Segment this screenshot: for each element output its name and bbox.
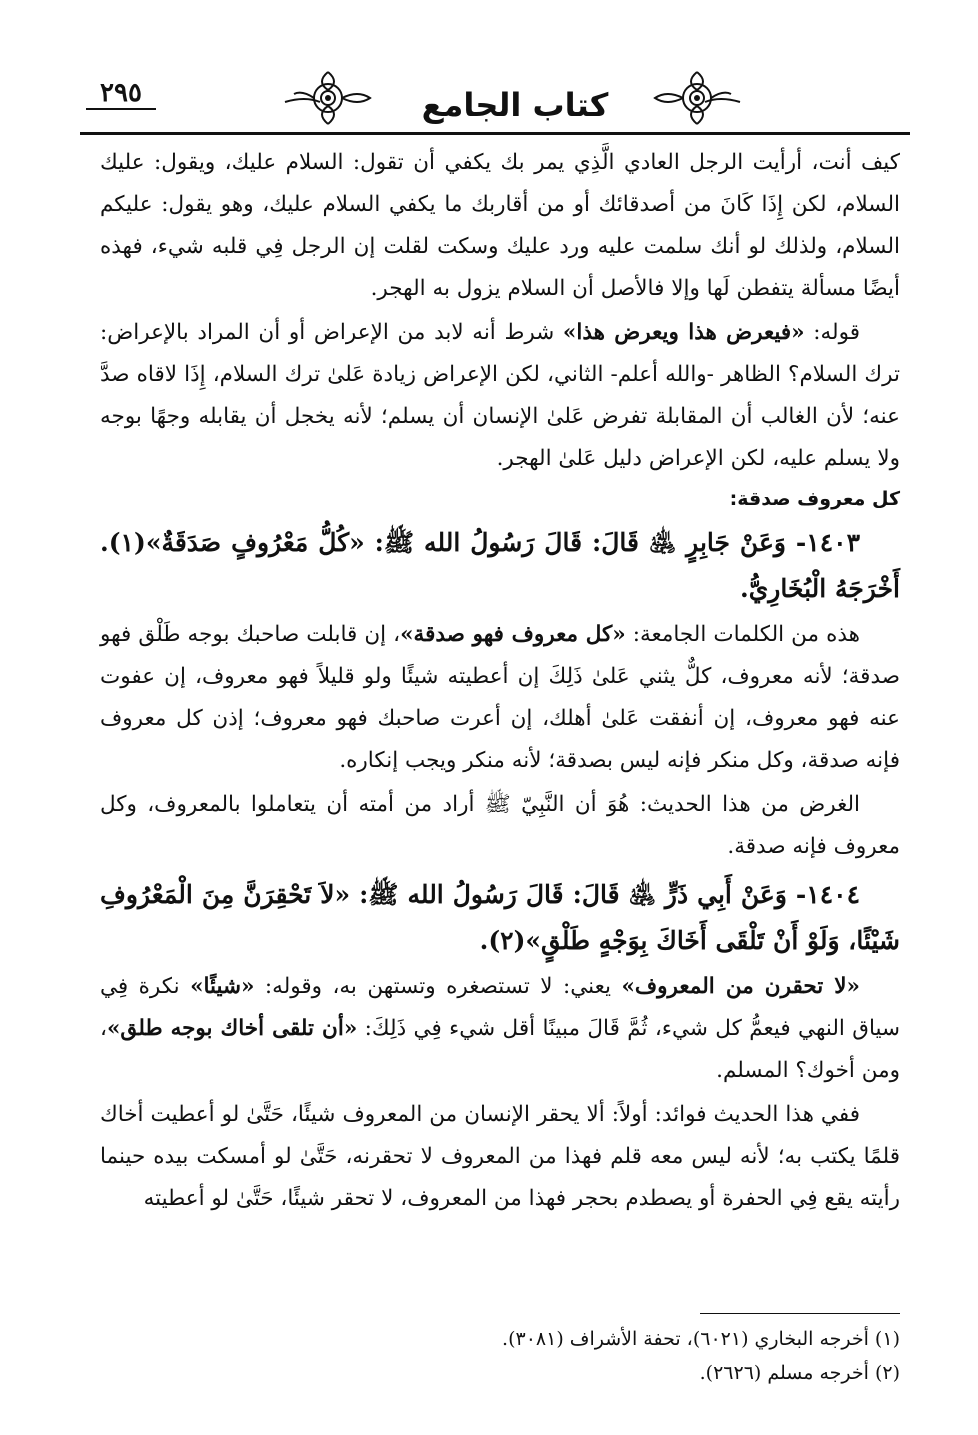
paragraph-1: كيف أنت، أرأيت الرجل العادي الَّذِي يمر بك يكفي أن تقول: السلام عليك، ويقول: عليك السلام، لكن إِذَا كَانَ من أصدقائك أو من أقاربك ما يكفي السلام عليك، وهو يقول: عليكم السلام، ولذلك لو أنك سلمت عليه ورد عليك وسكت لقلت إن الرجل فِي قلبه شيء، فهذه أيضًا مسألة يتفطن لَها وإلا فالأصل أن السلام يزول به الهجر. — [100, 150, 900, 301]
page-header — [80, 68, 910, 138]
ornament-right-icon — [650, 68, 745, 128]
hadith-1403: ١٤٠٣- وَعَنْ جَابِرٍ ﵁ قَالَ: قَالَ رَسُولُ الله ﷺ: «كُلُّ مَعْرُوفٍ صَدَقَةٌ»(١). أَخْرَجَهُ الْبُخَارِيُّ. — [100, 528, 900, 603]
paragraph-3-lead: هذه من الكلمات الجامعة: — [625, 622, 860, 647]
quoted-phrase: «كل معروف فهو صدقة» — [400, 622, 626, 647]
quoted-phrase: «فيعرض هذا ويعرض هذا» — [562, 320, 805, 345]
quoted-phrase: «شيئًا» — [190, 974, 255, 999]
section-heading: كل معروف صدقة: — [729, 488, 900, 510]
paragraph-2-lead: قوله: — [804, 320, 860, 345]
footnote-2: (٢) أخرجه مسلم (٢٦٢٦). — [699, 1362, 900, 1384]
paragraph-6: ففي هذا الحديث فوائد: أولاً: ألا يحقر الإنسان من المعروف شيئًا، حَتَّىٰ لو أعطيت أخاك قلمًا يكتب به؛ لأنه ليس معه قلم فهذا من المعروف لا تحقرنه، حَتَّىٰ لو أمسكت بيده حينما رأيته يقع فِي الحفرة أو يصطدم بحجر فهذا من المعروف، لا تحقر شيئًا، حَتَّىٰ لو أعطيته — [100, 1102, 900, 1211]
quoted-phrase: «أن تلقى أخاك بوجه طلق» — [106, 1016, 358, 1041]
footnotes — [100, 1322, 900, 1390]
page-body — [100, 142, 900, 1222]
header-rule — [80, 132, 910, 135]
paragraph-2 — [100, 312, 900, 480]
paragraph-5-text-a: يعني: لا تستصغره وتستهن به، وقوله: — [254, 974, 622, 999]
paragraph-2-text: شرط أنه لابد من الإعراض أو أن المراد بالإعراض: ترك السلام؟ الظاهر -والله أعلم- الثاني، لكن الإعراض زيادة عَلىٰ ترك السلام، إِذَا لاقاه صدَّ عنه؛ لأن الغالب أن المقابلة تفرض عَلىٰ الإنسان أن يسلم؛ لأنه يخجل أن يقابله وجهًا بوجه ولا يسلم عليه، لكن الإعراض دليل عَلىٰ الهجر. — [100, 320, 900, 471]
ornament-left-icon — [280, 68, 375, 128]
footnote-rule — [700, 1313, 900, 1314]
quoted-phrase: «لا تحقرن من المعروف» — [621, 974, 860, 999]
paragraph-5-text-b: نكرة فِي سياق النهي فيعمُّ كل شيء، ثُمَّ قَالَ مبينًا أقل شيء فِي ذَلِكَ: — [100, 974, 900, 1041]
paragraph-3 — [100, 614, 900, 782]
paragraph-4: الغرض من هذا الحديث: هُوَ أن النَّبِيّ ﷺ أراد من أمته أن يتعاملوا بالمعروف، وكل معروف فإنه صدقة. — [100, 792, 900, 859]
book-title: كتاب الجامع — [421, 86, 609, 124]
page-number: ٢٩٥ — [86, 78, 156, 110]
paragraph-5-text-c: ، ومن أخوك؟ المسلم. — [100, 1016, 900, 1083]
paragraph-5 — [100, 966, 900, 1092]
footnote-1: (١) أخرجه البخاري (٦٠٢١)، تحفة الأشراف (٣٠٨١). — [502, 1328, 900, 1350]
paragraph-3-text: ، إن قابلت صاحبك بوجه طَلْق فهو صدقة؛ لأنه معروف، كلٌّ يثني عَلىٰ ذَلِكَ إن أعطيته شيئًا ولو قليلاً فهو معروف، إن عفوت عنه فهو معروف، إن أنفقت عَلىٰ أهلك، إن أعرت صاحبك فهو معروف؛ إذن كل معروف فإنه صدقة، وكل منكر فإنه ليس بصدقة؛ لأنه منكر ويجب إنكاره. — [100, 622, 900, 773]
hadith-1404: ١٤٠٤- وَعَنْ أَبِي ذَرٍّ ﵁ قَالَ: قَالَ رَسُولُ الله ﷺ: «لاَ تَحْقِرَنَّ مِنَ الْمَعْرُوفِ شَيْئًا، وَلَوْ أَنْ تَلْقَى أَخَاكَ بِوَجْهٍ طَلْقٍ»(٢). — [100, 880, 900, 955]
